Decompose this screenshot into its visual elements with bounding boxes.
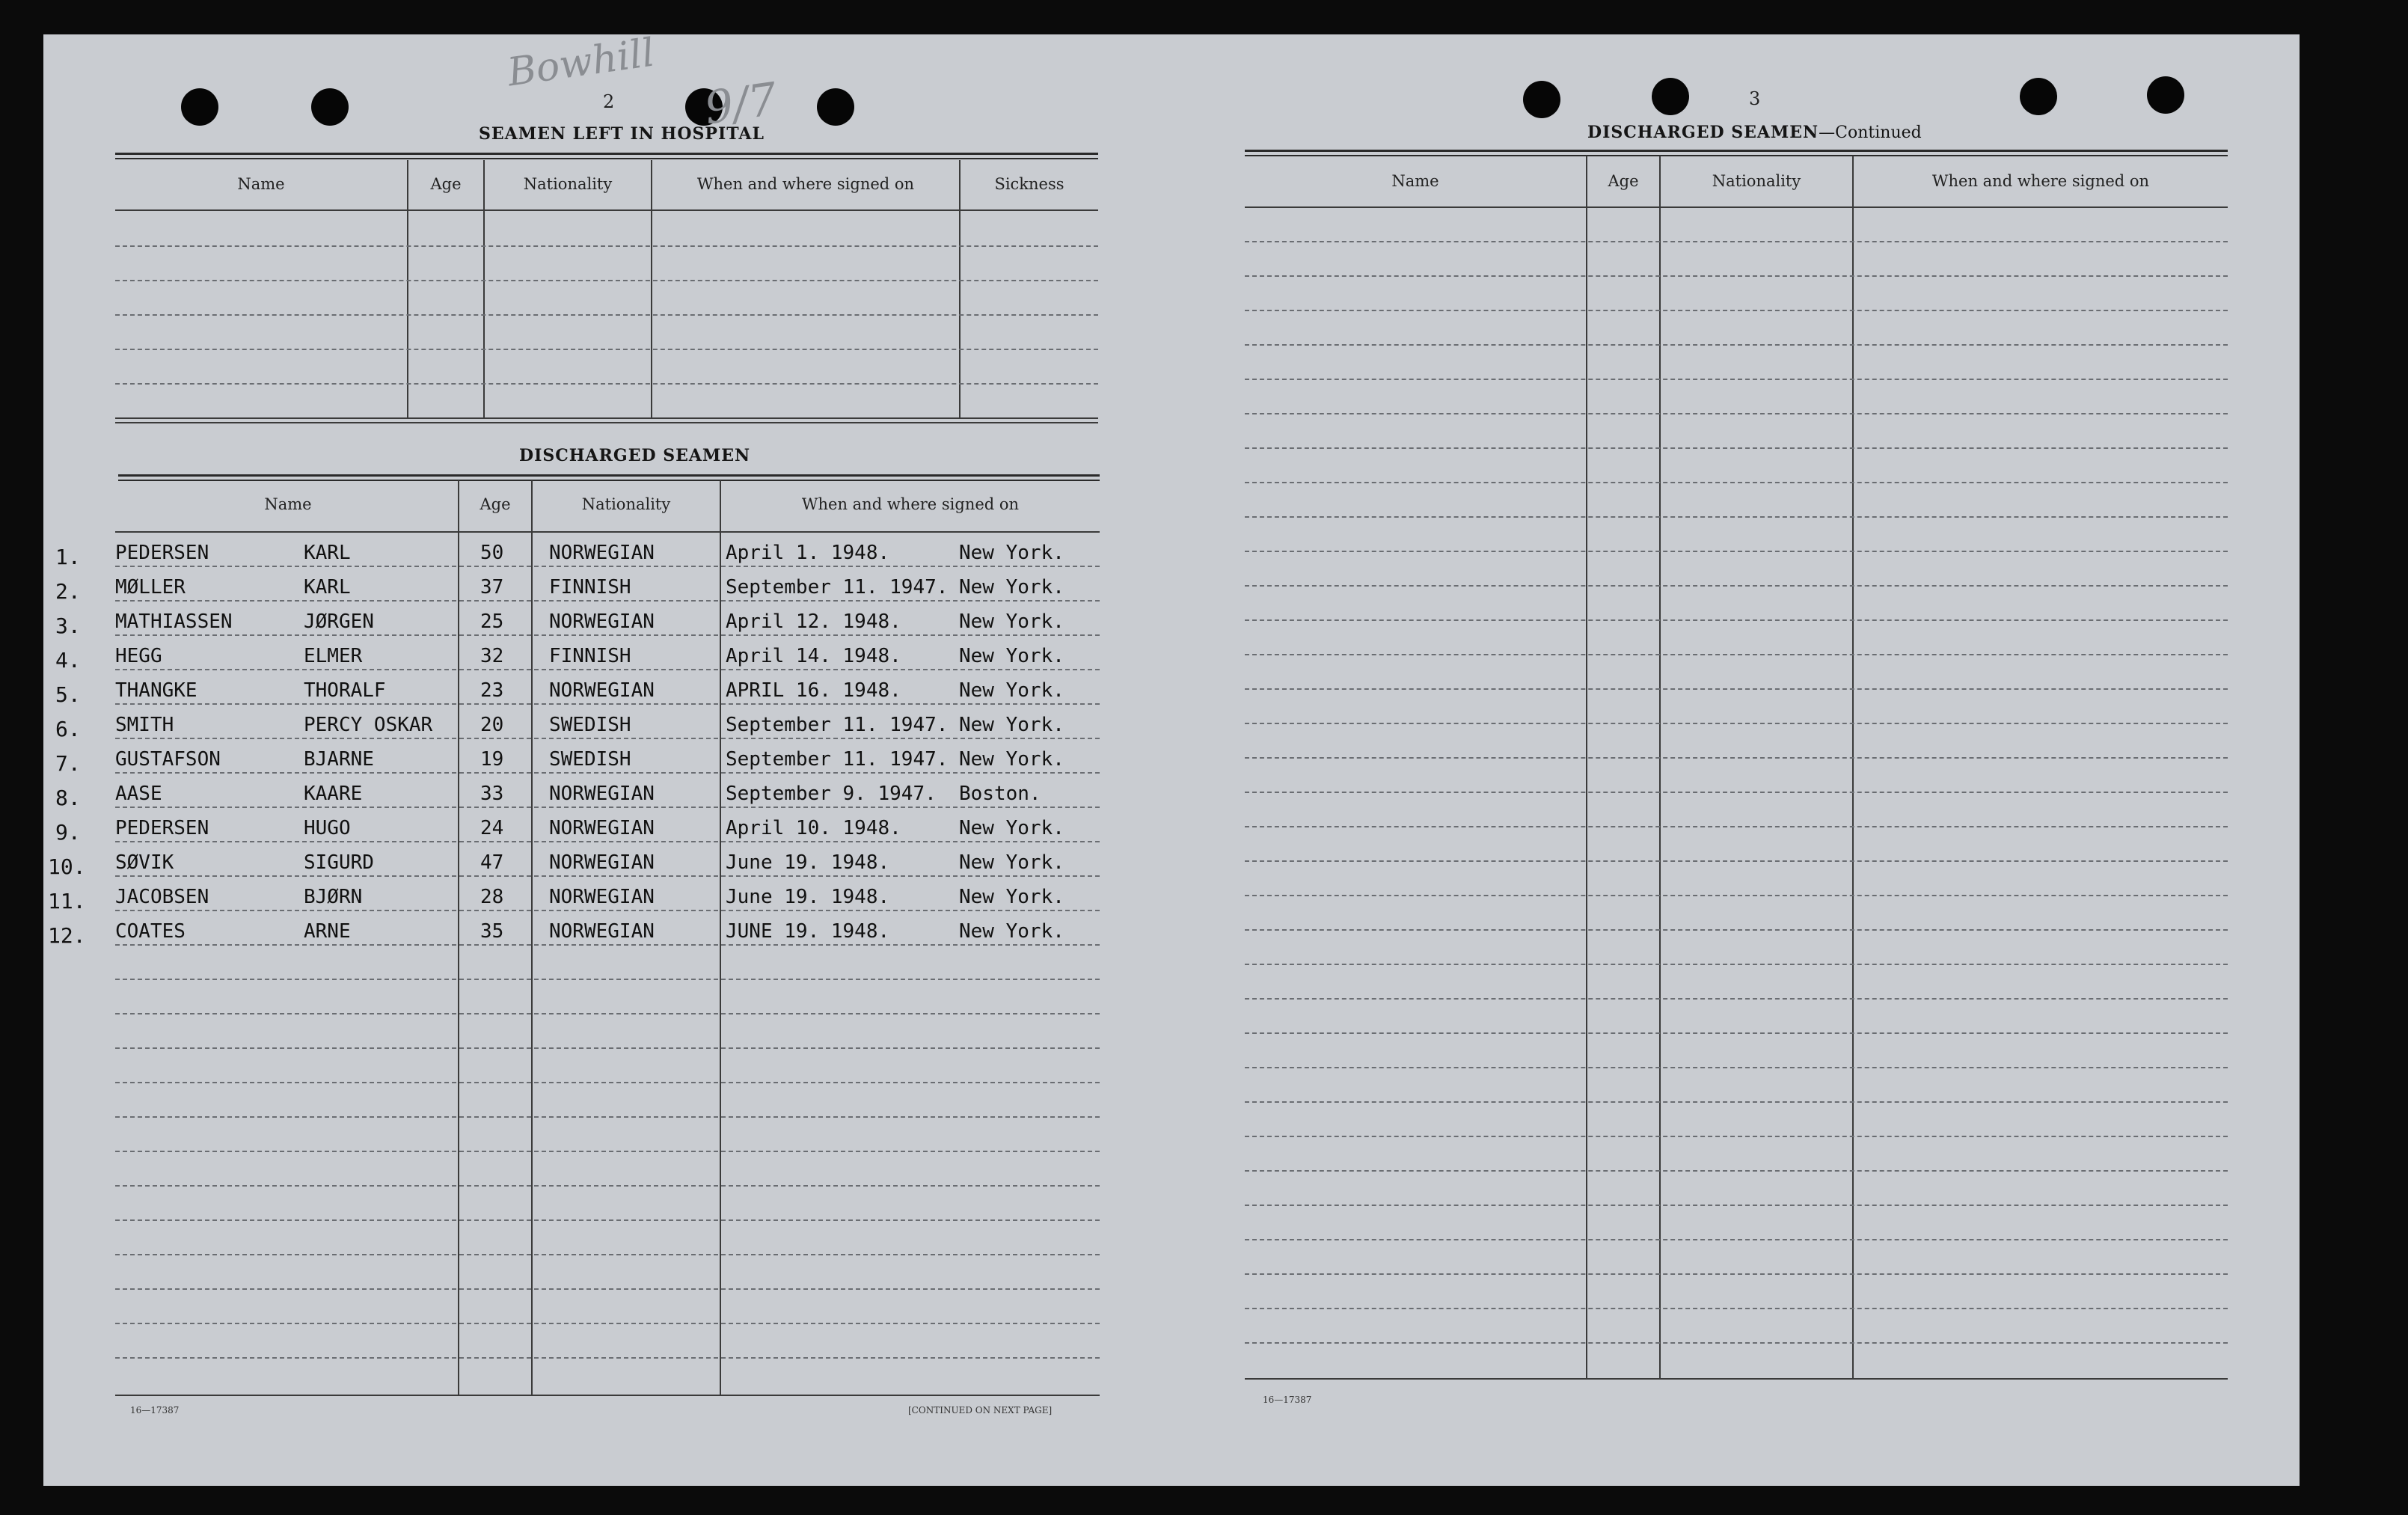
row-rule	[1245, 826, 2228, 827]
row-rule	[1245, 1308, 2228, 1309]
col-header-age: Age	[430, 175, 462, 193]
row-rule	[115, 841, 1100, 842]
row-rule	[1245, 998, 2228, 1000]
row-rule	[115, 875, 1100, 877]
nationality-cell: NORWEGIAN	[549, 920, 655, 943]
punch-hole	[181, 88, 218, 126]
nationality-cell: SWEDISH	[549, 714, 631, 736]
nationality-cell: SWEDISH	[549, 748, 631, 771]
signed-on-date-cell: April 14. 1948.	[726, 645, 901, 667]
row-rule	[1245, 929, 2228, 931]
col-header-nationality: Nationality	[523, 175, 613, 193]
punch-hole	[1523, 81, 1560, 118]
age-cell: 35	[480, 920, 504, 943]
surname-cell: SMITH	[115, 714, 174, 736]
row-rule	[115, 1219, 1100, 1221]
right-title-suffix: —Continued	[1819, 123, 1922, 142]
col-header-signed-on: When and where signed on	[696, 175, 915, 193]
col-header-age: Age	[480, 495, 511, 513]
signed-on-place-cell: Boston.	[959, 783, 1041, 805]
col-header-name: Name	[1391, 172, 1439, 190]
row-number: 2.	[55, 579, 81, 604]
hospital-section-title: SEAMEN LEFT IN HOSPITAL	[479, 124, 765, 144]
signed-on-place-cell: New York.	[959, 610, 1064, 633]
row-rule	[1245, 688, 2228, 690]
signed-on-date-cell: APRIL 16. 1948.	[726, 679, 901, 702]
row-number: 7.	[55, 751, 81, 776]
surname-cell: THANGKE	[115, 679, 197, 702]
nationality-cell: NORWEGIAN	[549, 610, 655, 633]
given-name-cell: KAARE	[304, 783, 363, 805]
row-rule	[1245, 551, 2228, 552]
age-cell: 19	[480, 748, 504, 771]
signed-on-date-cell: September 11. 1947.	[726, 714, 949, 736]
signed-on-date-cell: April 10. 1948.	[726, 817, 901, 839]
signed-on-place-cell: New York.	[959, 851, 1064, 874]
row-rule	[115, 1288, 1100, 1290]
age-cell: 20	[480, 714, 504, 736]
signed-on-date-cell: JUNE 19. 1948.	[726, 920, 890, 943]
age-cell: 28	[480, 886, 504, 908]
nationality-cell: FINNISH	[549, 576, 631, 599]
nationality-cell: NORWEGIAN	[549, 679, 655, 702]
row-number: 5.	[55, 682, 81, 707]
surname-cell: GUSTAFSON	[115, 748, 221, 771]
row-rule	[115, 979, 1100, 980]
signed-on-date-cell: June 19. 1948.	[726, 886, 890, 908]
surname-cell: PEDERSEN	[115, 542, 209, 564]
row-number: 10.	[48, 854, 86, 879]
row-rule	[1245, 654, 2228, 655]
row-rule	[1245, 723, 2228, 724]
punch-hole	[817, 88, 854, 126]
given-name-cell: KARL	[304, 542, 351, 564]
surname-cell: JACOBSEN	[115, 886, 209, 908]
row-rule	[1245, 344, 2228, 346]
discharged-section-title: DISCHARGED SEAMEN	[519, 446, 751, 465]
col-header-nationality: Nationality	[1712, 172, 1801, 190]
row-rule	[1245, 241, 2228, 242]
row-rule	[1245, 1101, 2228, 1103]
surname-cell: HEGG	[115, 645, 162, 667]
right-section-title	[1587, 123, 1922, 142]
row-rule	[115, 703, 1100, 705]
age-cell: 37	[480, 576, 504, 599]
age-cell: 47	[480, 851, 504, 874]
row-rule	[115, 1151, 1100, 1152]
row-rule	[115, 944, 1100, 946]
row-rule	[1245, 413, 2228, 414]
rule	[1245, 150, 2228, 156]
rule	[118, 474, 1100, 481]
row-rule	[1245, 310, 2228, 311]
nationality-cell: NORWEGIAN	[549, 886, 655, 908]
punch-hole	[1652, 78, 1689, 115]
signed-on-place-cell: New York.	[959, 920, 1064, 943]
row-rule	[1245, 757, 2228, 759]
row-rule	[1245, 895, 2228, 896]
age-cell: 24	[480, 817, 504, 839]
row-rule	[1245, 860, 2228, 862]
handwritten-mark: 9/7	[701, 73, 780, 135]
row-rule	[115, 669, 1100, 670]
surname-cell: AASE	[115, 783, 162, 805]
right-page-number: 3	[1749, 88, 1761, 109]
row-rule	[115, 1254, 1100, 1255]
row-rule	[115, 772, 1100, 774]
signed-on-date-cell: June 19. 1948.	[726, 851, 890, 874]
row-rule	[115, 600, 1100, 602]
col-header-nationality: Nationality	[581, 495, 671, 513]
handwritten-note: Bowhill	[504, 30, 658, 96]
row-rule	[115, 1323, 1100, 1324]
col-header-name: Name	[237, 175, 285, 193]
surname-cell: MØLLER	[115, 576, 186, 599]
col-header-signed-on: When and where signed on	[1931, 172, 2150, 190]
signed-on-date-cell: April 1. 1948.	[726, 542, 890, 564]
punch-hole	[2020, 78, 2057, 115]
row-number: 8.	[55, 786, 81, 810]
row-rule	[115, 910, 1100, 911]
signed-on-date-cell: September 11. 1947.	[726, 576, 949, 599]
signed-on-place-cell: New York.	[959, 714, 1064, 736]
signed-on-date-cell: April 12. 1948.	[726, 610, 901, 633]
row-rule	[115, 1047, 1100, 1049]
signed-on-place-cell: New York.	[959, 542, 1064, 564]
given-name-cell: THORALF	[304, 679, 386, 702]
signed-on-place-cell: New York.	[959, 576, 1064, 599]
col-header-signed-on: When and where signed on	[801, 495, 1020, 513]
row-rule	[115, 566, 1100, 567]
surname-cell: COATES	[115, 920, 186, 943]
age-cell: 50	[480, 542, 504, 564]
row-rule	[115, 1357, 1100, 1359]
row-number: 3.	[55, 613, 81, 638]
given-name-cell: SIGURD	[304, 851, 374, 874]
signed-on-place-cell: New York.	[959, 679, 1064, 702]
row-rule	[1245, 1067, 2228, 1068]
given-name-cell: ELMER	[304, 645, 363, 667]
right-title-text: DISCHARGED SEAMEN	[1587, 123, 1819, 142]
left-page-number: 2	[603, 91, 615, 112]
row-rule	[115, 1082, 1100, 1083]
rule	[115, 153, 1098, 159]
row-rule	[1245, 275, 2228, 277]
row-rule	[1245, 1032, 2228, 1034]
form-number: 16—17387	[130, 1405, 180, 1415]
surname-cell: SØVIK	[115, 851, 174, 874]
row-rule	[115, 1185, 1100, 1187]
row-number: 6.	[55, 717, 81, 741]
row-rule	[115, 634, 1100, 636]
row-rule	[115, 1013, 1100, 1014]
row-number: 9.	[55, 820, 81, 845]
signed-on-place-cell: New York.	[959, 886, 1064, 908]
given-name-cell: ARNE	[304, 920, 351, 943]
row-rule	[115, 738, 1100, 739]
continued-note: [CONTINUED ON NEXT PAGE]	[908, 1405, 1053, 1415]
row-rule	[1245, 1205, 2228, 1206]
surname-cell: MATHIASSEN	[115, 610, 233, 633]
row-rule	[1245, 1170, 2228, 1172]
signed-on-place-cell: New York.	[959, 645, 1064, 667]
col-header-age: Age	[1608, 172, 1639, 190]
signed-on-date-cell: September 9. 1947.	[726, 783, 937, 805]
row-rule	[1245, 1273, 2228, 1275]
col-header-sickness: Sickness	[994, 175, 1064, 193]
given-name-cell: HUGO	[304, 817, 351, 839]
row-rule	[1245, 792, 2228, 793]
manifest-sheet	[43, 30, 2300, 1486]
row-rule	[115, 1116, 1100, 1118]
row-rule	[1245, 1342, 2228, 1344]
given-name-cell: BJØRN	[304, 886, 363, 908]
age-cell: 23	[480, 679, 504, 702]
nationality-cell: NORWEGIAN	[549, 851, 655, 874]
given-name-cell: KARL	[304, 576, 351, 599]
row-rule	[1245, 516, 2228, 518]
row-rule	[1245, 585, 2228, 587]
nationality-cell: NORWEGIAN	[549, 783, 655, 805]
row-rule	[1245, 379, 2228, 380]
col-header-name: Name	[264, 495, 312, 513]
row-number: 12.	[48, 923, 86, 948]
row-number: 11.	[48, 889, 86, 913]
row-rule	[1245, 1136, 2228, 1137]
given-name-cell: PERCY OSKAR	[304, 714, 433, 736]
given-name-cell: BJARNE	[304, 748, 374, 771]
row-number: 4.	[55, 648, 81, 673]
age-cell: 32	[480, 645, 504, 667]
row-rule	[115, 807, 1100, 808]
signed-on-date-cell: September 11. 1947.	[726, 748, 949, 771]
row-rule	[1245, 447, 2228, 449]
punch-hole	[311, 88, 349, 126]
signed-on-place-cell: New York.	[959, 748, 1064, 771]
row-rule	[1245, 619, 2228, 621]
row-rule	[1245, 1239, 2228, 1240]
age-cell: 33	[480, 783, 504, 805]
age-cell: 25	[480, 610, 504, 633]
nationality-cell: FINNISH	[549, 645, 631, 667]
form-number: 16—17387	[1263, 1395, 1312, 1405]
nationality-cell: NORWEGIAN	[549, 542, 655, 564]
surname-cell: PEDERSEN	[115, 817, 209, 839]
nationality-cell: NORWEGIAN	[549, 817, 655, 839]
row-number: 1.	[55, 545, 81, 569]
row-rule	[1245, 482, 2228, 483]
given-name-cell: JØRGEN	[304, 610, 374, 633]
row-rule	[1245, 964, 2228, 965]
punch-hole	[2147, 76, 2184, 114]
signed-on-place-cell: New York.	[959, 817, 1064, 839]
